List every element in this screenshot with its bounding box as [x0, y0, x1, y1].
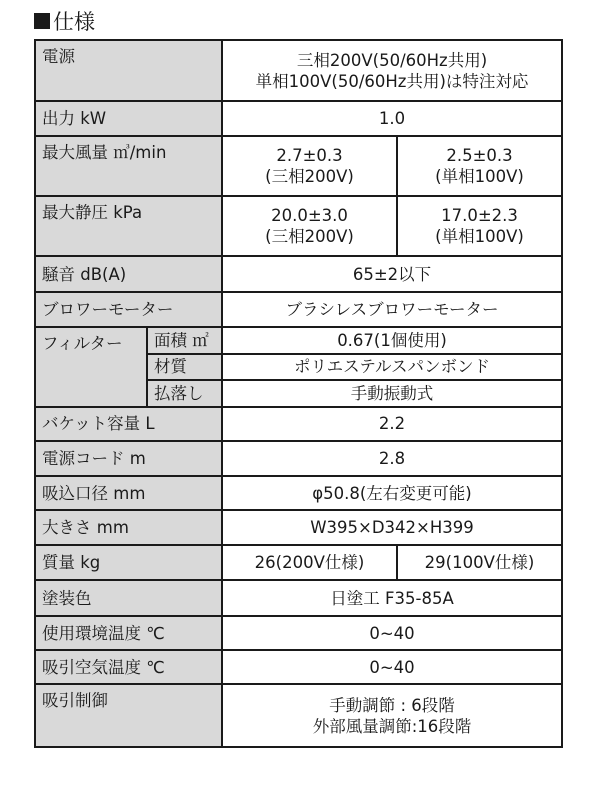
table-row-bucket — [35, 407, 562, 441]
table-row-size — [35, 510, 562, 545]
spec-heading-text: 仕様 — [53, 10, 95, 34]
control-value-line2: 外部風量調節:16段階 — [312, 716, 472, 736]
pressure-1phase-cond: (単相100V) — [435, 226, 524, 246]
bucket-label: バケット容量 L — [35, 407, 222, 441]
table-row-mass — [35, 545, 562, 580]
airflow-1phase — [397, 136, 562, 195]
table-row-intake-temp — [35, 650, 562, 684]
size-label: 大きさ mm — [35, 510, 222, 545]
table-row-airflow — [35, 136, 562, 195]
noise-value: 65±2以下 — [222, 256, 562, 292]
inlet-value: φ50.8(左右変更可能) — [222, 476, 562, 511]
power-value-line2: 単相100V(50/60Hz共用)は特注対応 — [255, 71, 529, 91]
table-row-pressure — [35, 196, 562, 256]
control-value — [222, 684, 562, 747]
size-value: W395×D342×H399 — [222, 510, 562, 545]
black-square-icon — [34, 13, 50, 29]
filter-area-label: 面積 ㎡ — [147, 327, 222, 353]
table-row-op-temp — [35, 616, 562, 650]
pressure-1phase — [397, 196, 562, 256]
airflow-1phase-cond: (単相100V) — [435, 167, 524, 187]
table-row-inlet — [35, 476, 562, 511]
blower-label: ブロワーモーター — [35, 292, 222, 327]
filter-material-label: 材質 — [147, 354, 222, 380]
table-row-control — [35, 684, 562, 747]
table-row-blower — [35, 292, 562, 327]
blower-value: ブラシレスブロワーモーター — [222, 292, 562, 327]
control-label: 吸引制御 — [35, 684, 222, 747]
op-temp-label: 使用環境温度 ℃ — [35, 616, 222, 650]
op-temp-value: 0~40 — [222, 616, 562, 650]
noise-label: 騒音 dB(A) — [35, 256, 222, 292]
power-label: 電源 — [35, 40, 222, 101]
table-row-output — [35, 101, 562, 136]
airflow-3phase-cond: (三相200V) — [265, 167, 354, 187]
pressure-3phase-value: 20.0±3.0 — [271, 205, 348, 225]
filter-cleaning-label: 払落し — [147, 380, 222, 406]
table-row-filter-area — [35, 327, 562, 353]
table-row-noise — [35, 256, 562, 292]
filter-label: フィルター — [35, 327, 147, 406]
spec-table — [34, 39, 563, 748]
power-value — [222, 40, 562, 101]
cord-label: 電源コード m — [35, 441, 222, 476]
filter-material-value: ポリエステルスパンボンド — [222, 354, 562, 380]
mass-200v-value: 26(200V仕様) — [222, 545, 397, 580]
intake-temp-label: 吸引空気温度 ℃ — [35, 650, 222, 684]
table-row-power — [35, 40, 562, 101]
pressure-1phase-value: 17.0±2.3 — [441, 205, 518, 225]
paint-value: 日塗工 F35-85A — [222, 580, 562, 616]
mass-100v-value: 29(100V仕様) — [397, 545, 562, 580]
pressure-3phase — [222, 196, 397, 256]
output-label: 出力 kW — [35, 101, 222, 136]
airflow-3phase — [222, 136, 397, 195]
inlet-label: 吸込口径 mm — [35, 476, 222, 511]
airflow-3phase-value: 2.7±0.3 — [276, 146, 343, 166]
mass-label: 質量 kg — [35, 545, 222, 580]
spec-heading — [34, 6, 95, 36]
cord-value: 2.8 — [222, 441, 562, 476]
filter-cleaning-value: 手動振動式 — [222, 380, 562, 406]
power-value-line1: 三相200V(50/60Hz共用) — [296, 50, 488, 70]
control-value-line1: 手動調節 : 6段階 — [329, 695, 455, 715]
output-value: 1.0 — [222, 101, 562, 136]
airflow-1phase-value: 2.5±0.3 — [446, 146, 513, 166]
intake-temp-value: 0~40 — [222, 650, 562, 684]
airflow-label: 最大風量 ㎥/min — [35, 136, 222, 195]
paint-label: 塗装色 — [35, 580, 222, 616]
bucket-value: 2.2 — [222, 407, 562, 441]
pressure-label: 最大静圧 kPa — [35, 196, 222, 256]
table-row-paint — [35, 580, 562, 616]
pressure-3phase-cond: (三相200V) — [265, 226, 354, 246]
filter-area-value: 0.67(1個使用) — [222, 327, 562, 353]
table-row-cord — [35, 441, 562, 476]
